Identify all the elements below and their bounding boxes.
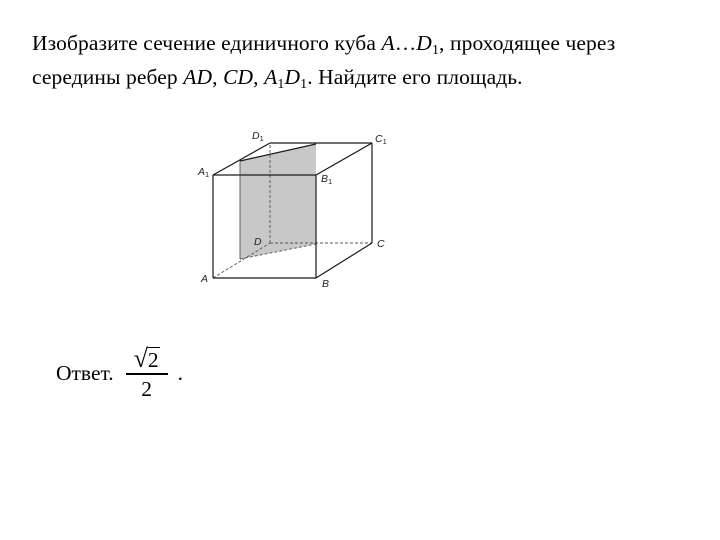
- math-vertex-d1: D: [416, 31, 432, 55]
- label-vertex-a: A: [201, 273, 209, 285]
- label-vertex-a1: A1: [198, 166, 210, 179]
- math-ellipsis: …: [394, 31, 417, 55]
- answer-period: .: [177, 361, 184, 386]
- math-vertex-a: A: [381, 31, 395, 55]
- cross-section-plane: [240, 144, 316, 259]
- math-subscript: 1: [431, 43, 440, 58]
- edge-bc: [316, 243, 372, 278]
- math-edge-ad: AD: [183, 65, 213, 89]
- math-vertex-d1b: D: [284, 65, 301, 89]
- sqrt-symbol: √: [133, 344, 148, 373]
- fraction-denominator: 2: [141, 376, 153, 401]
- problem-text-part: . Найдите его площадь.: [307, 65, 523, 89]
- math-vertex-a1: A: [264, 65, 278, 89]
- label-vertex-b: B: [322, 278, 330, 290]
- math-edge-cd: CD: [223, 65, 254, 89]
- problem-text-part: Изобразите сечение единичного куба: [32, 31, 382, 55]
- label-vertex-c1: C1: [375, 133, 387, 146]
- answer-block: [56, 346, 183, 402]
- problem-text-part: ,: [212, 65, 224, 89]
- edge-b1c1: [316, 143, 372, 175]
- problem-text-part: ,: [253, 65, 265, 89]
- label-vertex-c: C: [377, 238, 385, 250]
- answer-fraction: [126, 346, 168, 402]
- fraction-numerator: [130, 346, 164, 373]
- math-subscript: 1: [277, 77, 285, 92]
- label-vertex-d: D: [254, 236, 262, 248]
- math-subscript: 1: [300, 77, 308, 92]
- label-vertex-d1: D1: [252, 130, 264, 143]
- label-vertex-b1: B1: [321, 173, 333, 186]
- answer-label: Ответ.: [56, 361, 114, 386]
- sqrt-radicand: 2: [147, 348, 159, 372]
- problem-text-part: , проходящее через середины ребер: [32, 31, 616, 89]
